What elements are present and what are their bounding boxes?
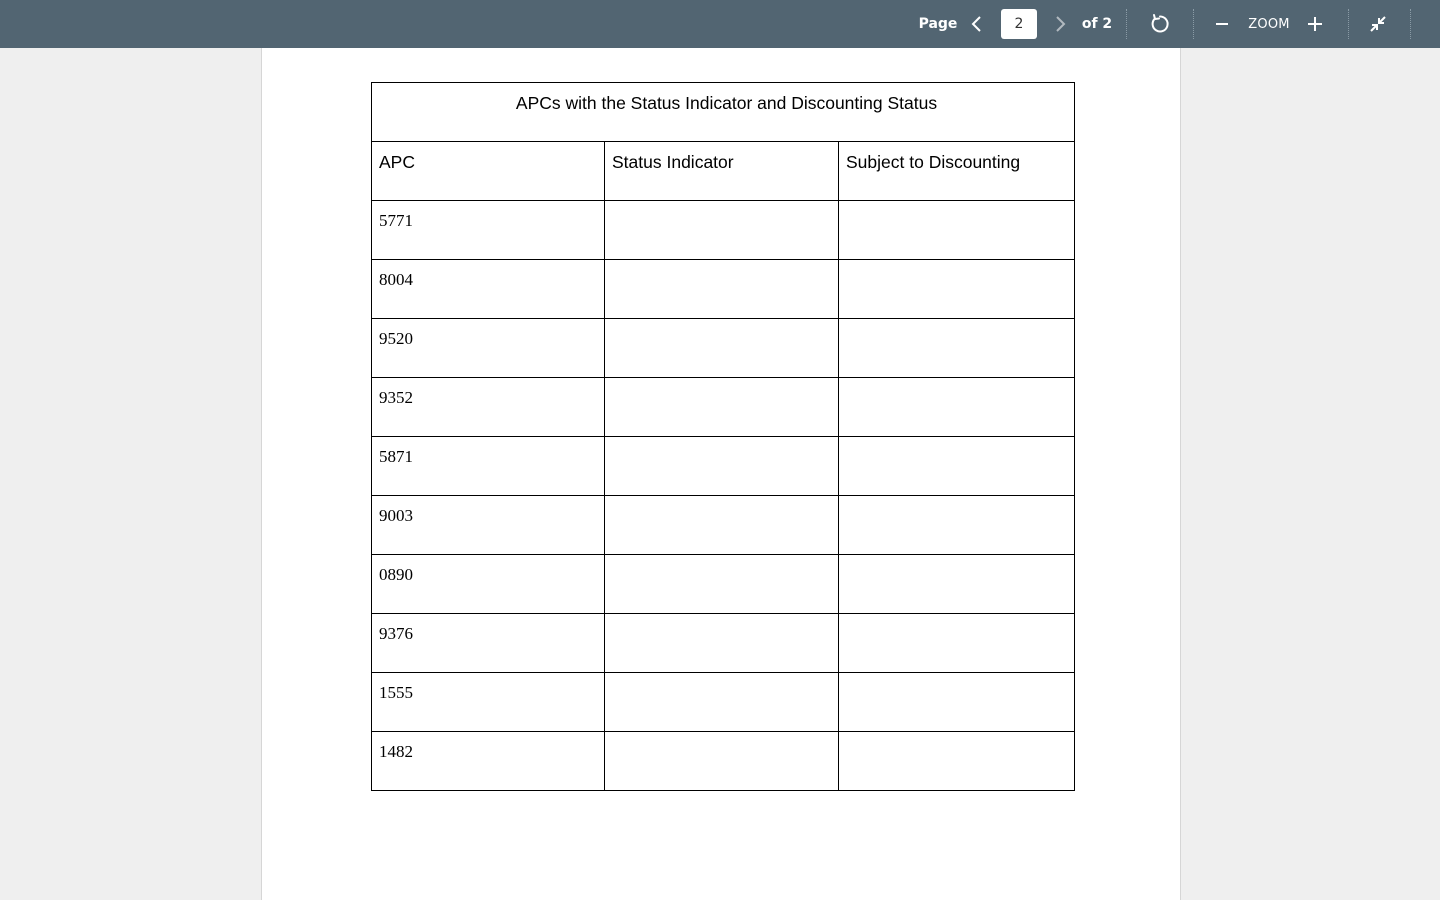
rotate-button[interactable] (1145, 9, 1175, 39)
apc-cell (372, 378, 605, 437)
cell-text (846, 673, 1074, 683)
subject-to-discounting-cell (839, 555, 1075, 614)
column-header-subject-to-discounting (839, 142, 1075, 201)
subject-to-discounting-cell (839, 496, 1075, 555)
table-row (372, 260, 1075, 319)
cell-text (612, 260, 838, 270)
cell-text (612, 496, 838, 506)
document-page (261, 48, 1181, 900)
chevron-right-icon (1053, 14, 1067, 34)
cell-text: 1482 (379, 742, 413, 761)
cell-text (612, 673, 838, 683)
pdf-toolbar (0, 0, 1440, 48)
status-indicator-cell (605, 201, 839, 260)
subject-to-discounting-cell (839, 201, 1075, 260)
subject-to-discounting-cell (839, 319, 1075, 378)
apc-cell (372, 437, 605, 496)
page-number-input[interactable] (1001, 9, 1037, 39)
column-header-status-indicator-text: Status Indicator (612, 152, 734, 172)
apc-cell (372, 319, 605, 378)
collapse-icon (1368, 14, 1388, 34)
table-row (372, 555, 1075, 614)
cell-text (612, 614, 838, 624)
table-title-text: APCs with the Status Indicator and Discounting Status (515, 93, 938, 113)
total-pages-label: of 2 (1081, 16, 1113, 32)
column-header-subject-to-discounting-text: Subject to Discounting (846, 152, 1021, 172)
cell-text (612, 378, 838, 388)
table-row (372, 673, 1075, 732)
apc-cell (372, 614, 605, 673)
status-indicator-cell (605, 555, 839, 614)
cell-text: 1555 (379, 683, 413, 702)
minus-icon (1214, 16, 1230, 32)
zoom-in-button[interactable] (1300, 9, 1330, 39)
table-row (372, 614, 1075, 673)
cell-text: 8004 (379, 270, 413, 289)
cell-text (846, 260, 1074, 270)
zoom-out-button[interactable] (1207, 9, 1237, 39)
cell-text: 0890 (379, 565, 413, 584)
column-header-apc (372, 142, 605, 201)
toolbar-divider (1126, 9, 1127, 39)
toolbar-divider (1348, 9, 1349, 39)
toolbar-divider (1410, 9, 1411, 39)
cell-text (846, 555, 1074, 565)
table-header-row (372, 142, 1075, 201)
status-indicator-cell (605, 260, 839, 319)
subject-to-discounting-cell (839, 378, 1075, 437)
status-indicator-cell (605, 496, 839, 555)
cell-text (846, 378, 1074, 388)
cell-text: 5871 (379, 447, 413, 466)
apc-cell (372, 496, 605, 555)
status-indicator-cell (605, 437, 839, 496)
apc-cell (372, 260, 605, 319)
column-header-apc-text: APC (379, 152, 415, 172)
page-label: Page (918, 16, 958, 32)
cell-text: 5771 (379, 211, 413, 230)
cell-text (846, 201, 1074, 211)
zoom-label: ZOOM (1248, 16, 1290, 32)
column-header-status-indicator (605, 142, 839, 201)
cell-text: 9003 (379, 506, 413, 525)
apc-cell (372, 201, 605, 260)
status-indicator-cell (605, 378, 839, 437)
cell-text: 9520 (379, 329, 413, 348)
previous-page-button[interactable] (965, 10, 989, 38)
table-row (372, 437, 1075, 496)
rotate-icon (1149, 13, 1171, 35)
status-indicator-cell (605, 614, 839, 673)
plus-icon (1306, 15, 1324, 33)
cell-text (846, 614, 1074, 624)
cell-text: 9376 (379, 624, 413, 643)
status-indicator-cell (605, 319, 839, 378)
status-indicator-cell (605, 673, 839, 732)
apc-table (371, 82, 1075, 791)
table-row (372, 496, 1075, 555)
cell-text (612, 319, 838, 329)
cell-text (846, 319, 1074, 329)
table-title-row (372, 83, 1075, 142)
table-row (372, 732, 1075, 791)
exit-fullscreen-button[interactable] (1363, 9, 1393, 39)
apc-cell (372, 673, 605, 732)
table-title (372, 83, 1075, 142)
status-indicator-cell (605, 732, 839, 791)
table-row (372, 319, 1075, 378)
subject-to-discounting-cell (839, 673, 1075, 732)
table-row (372, 201, 1075, 260)
subject-to-discounting-cell (839, 437, 1075, 496)
cell-text (846, 496, 1074, 506)
cell-text: 9352 (379, 388, 413, 407)
cell-text (612, 437, 838, 447)
document-viewer[interactable] (0, 48, 1440, 900)
cell-text (846, 732, 1074, 742)
subject-to-discounting-cell (839, 260, 1075, 319)
cell-text (612, 201, 838, 211)
chevron-left-icon (970, 14, 984, 34)
subject-to-discounting-cell (839, 732, 1075, 791)
apc-cell (372, 732, 605, 791)
apc-cell (372, 555, 605, 614)
cell-text (846, 437, 1074, 447)
toolbar-divider (1193, 9, 1194, 39)
cell-text (612, 732, 838, 742)
next-page-button[interactable] (1048, 10, 1072, 38)
cell-text (612, 555, 838, 565)
table-row (372, 378, 1075, 437)
subject-to-discounting-cell (839, 614, 1075, 673)
